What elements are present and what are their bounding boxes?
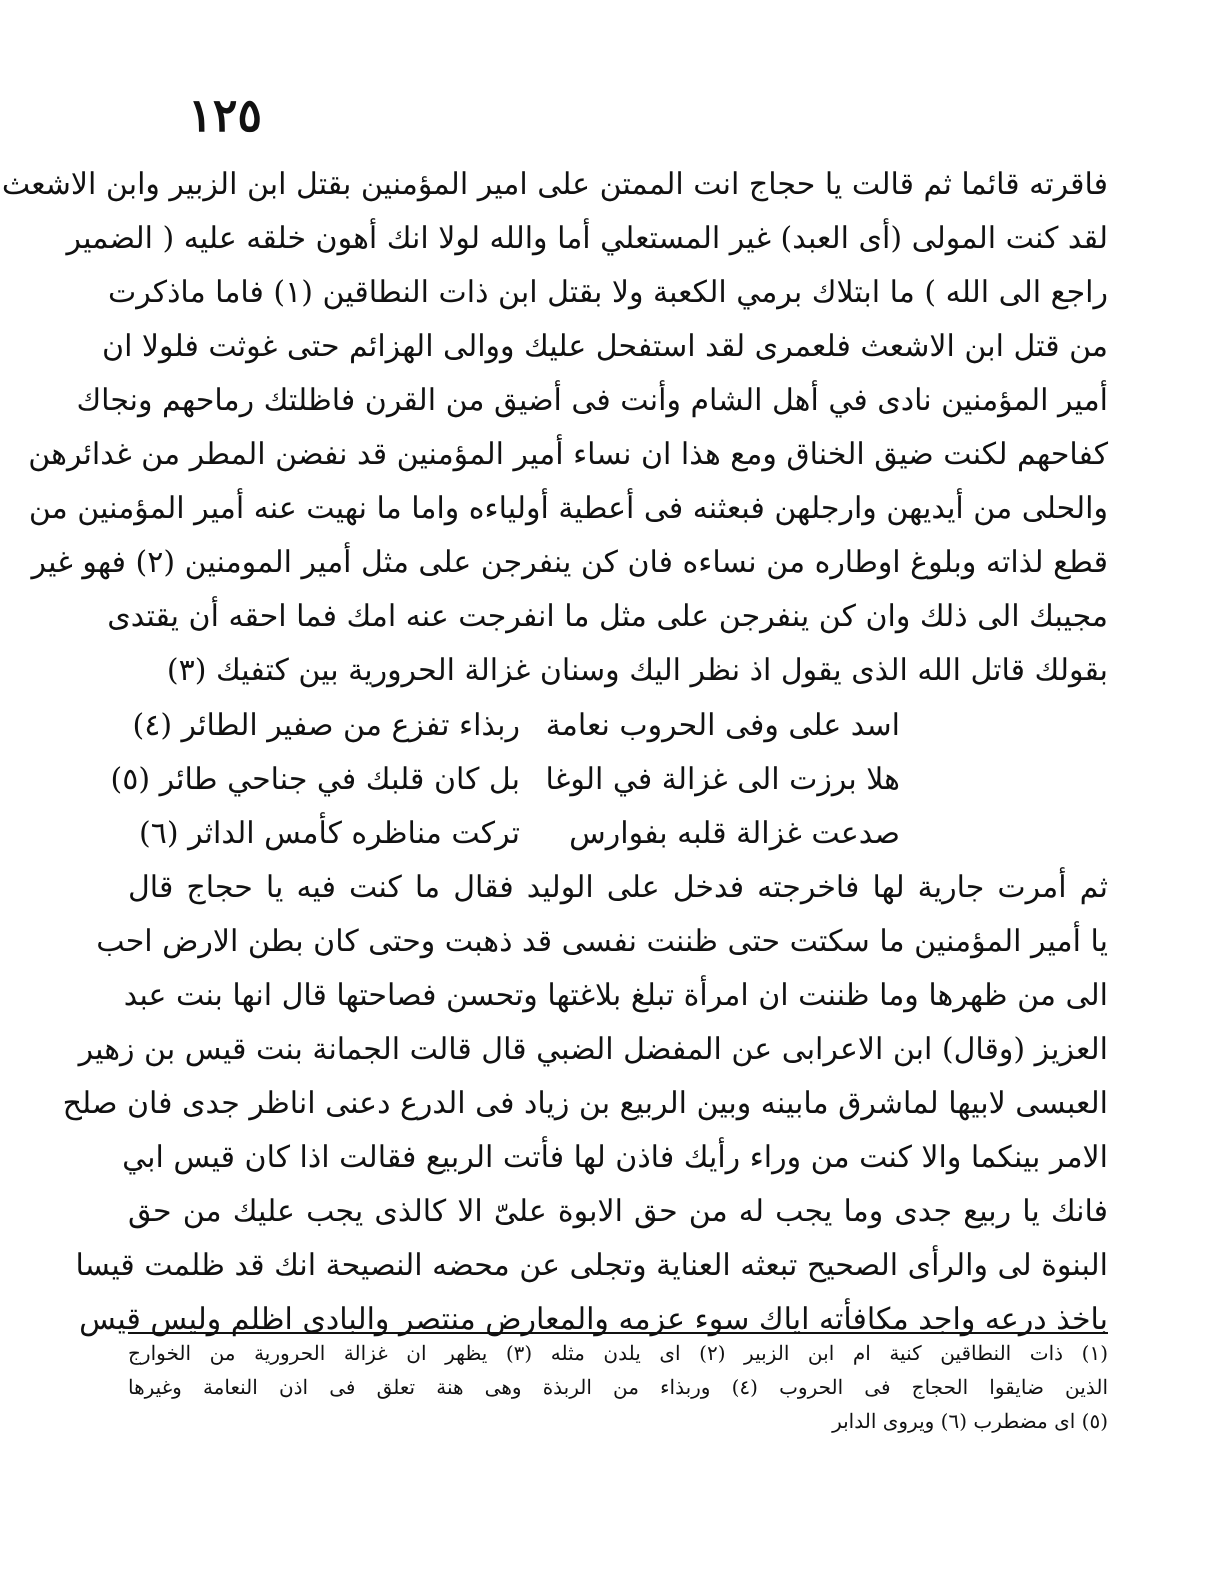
page-number: ١٢٥ [188, 88, 263, 142]
verse-first-hemistich: صدعت غزالة قلبه بفوارس [569, 816, 900, 851]
footnote-line: الذين ضايقوا الحجاج فى الحروب (٤) وربذاء من الربذة وهى هنة تعلق فى اذن النعامة وغيرها [128, 1375, 1108, 1399]
text-line: البنوة لى والرأى الصحيح تبعثه العناية وتجلى عن محضه النصيحة انك قد ظلمت قيسا [75, 1248, 1108, 1283]
verse [139, 807, 900, 861]
text-line: راجع الى الله ) ما ابتلاك برمي الكعبة ولا بقتل ابن ذات النطاقين (١) فاما ماذكرت [108, 275, 1108, 310]
text-line: ثم أمرت جارية لها فاخرجته فدخل على الوليد فقال ما كنت فيه يا حجاج قال [128, 870, 1108, 905]
text-line: الى من ظهرها وما ظننت ان امرأة تبلغ بلاغتها وتحسن فصاحتها قال انها بنت عبد [123, 978, 1108, 1013]
verse [132, 699, 900, 753]
verse-first-hemistich: هلا برزت الى غزالة في الوغا [545, 762, 900, 797]
text-line: فانك يا ربيع جدى وما يجب له من حق الابوة علىّ الا كالذى يجب عليك من حق [128, 1194, 1108, 1229]
text-line: العزيز (وقال) ابن الاعرابى عن المفضل الضبي قال قالت الجمانة بنت قيس بن زهير [78, 1032, 1108, 1067]
text-line: من قتل ابن الاشعث فلعمرى لقد استفحل عليك ووالى الهزائم حتى غوثت فلولا ان [102, 329, 1108, 364]
verse-second-hemistich: تركت مناظره كأمس الداثر (٦) [139, 816, 520, 851]
verse-second-hemistich: ربذاء تفزع من صفير الطائر (٤) [132, 708, 520, 743]
main-text-block-1 [1, 158, 1108, 698]
main-text-block-2 [62, 861, 1108, 1347]
footnote-line: (١) ذات النطاقين كنية ام ابن الزبير (٢) اى يلدن مثله (٣) يظهر ان غزالة الحرورية من الخوارج [128, 1341, 1108, 1365]
footnote-line: (٥) اى مضطرب (٦) ويروى الدابر [832, 1409, 1108, 1433]
text-line: يا أمير المؤمنين ما سكتت حتى ظننت نفسى قد ذهبت وحتى كان بطن الارض احب [96, 924, 1108, 959]
text-line: والحلى من أيديهن وارجلهن فبعثنه فى أعطية أولياءه واما ما نهيت عنه أمير المؤمنين من [28, 491, 1108, 526]
poem-verses [110, 699, 900, 861]
text-line: العبسى لابيها لماشرق مابينه وبين الربيع بن زياد فى الدرع دعنى اناظر جدى فان صلح [62, 1086, 1108, 1121]
text-line: مجيبك الى ذلك وان كن ينفرجن على مثل ما انفرجت عنه امك فما احقه أن يقتدى [107, 599, 1108, 634]
text-line: فاقرته قائما ثم قالت يا حجاج انت الممتن على امير المؤمنين بقتل ابن الزبير وابن الاشعث [1, 167, 1108, 202]
text-line: لقد كنت المولى (أى العبد) غير المستعلي أما والله لولا انك أهون خلقه عليه ( الضمير [66, 221, 1108, 256]
footnotes [128, 1336, 1108, 1438]
text-line: باخذ درعه واجد مكافأته اياك سوء عزمه والمعارض منتصر والبادى اظلم وليس قيس [79, 1302, 1108, 1337]
footnote-divider [128, 1332, 1108, 1334]
text-line: كفاحهم لكنت ضيق الخناق ومع هذا ان نساء أمير المؤمنين قد نفضن المطر من غدائرهن [28, 437, 1108, 472]
text-line: قطع لذاته وبلوغ اوطاره من نساءه فان كن ينفرجن على مثل أمير المومنين (٢) فهو غير [31, 545, 1108, 580]
verse-second-hemistich: بل كان قلبك في جناحي طائر (٥) [110, 762, 520, 797]
text-line: بقولك قاتل الله الذى يقول اذ نظر اليك وسنان غزالة الحرورية بين كتفيك (٣) [166, 653, 1108, 688]
text-line: الامر بينكما والا كنت من وراء رأيك فاذن لها فأتت الربيع فقالت اذا كان قيس ابي [122, 1140, 1108, 1175]
verse-first-hemistich: اسد على وفى الحروب نعامة [545, 708, 900, 743]
verse [110, 753, 900, 807]
text-line: أمير المؤمنين نادى في أهل الشام وأنت فى أضيق من القرن فاظلتك رماحهم ونجاك [76, 383, 1108, 418]
